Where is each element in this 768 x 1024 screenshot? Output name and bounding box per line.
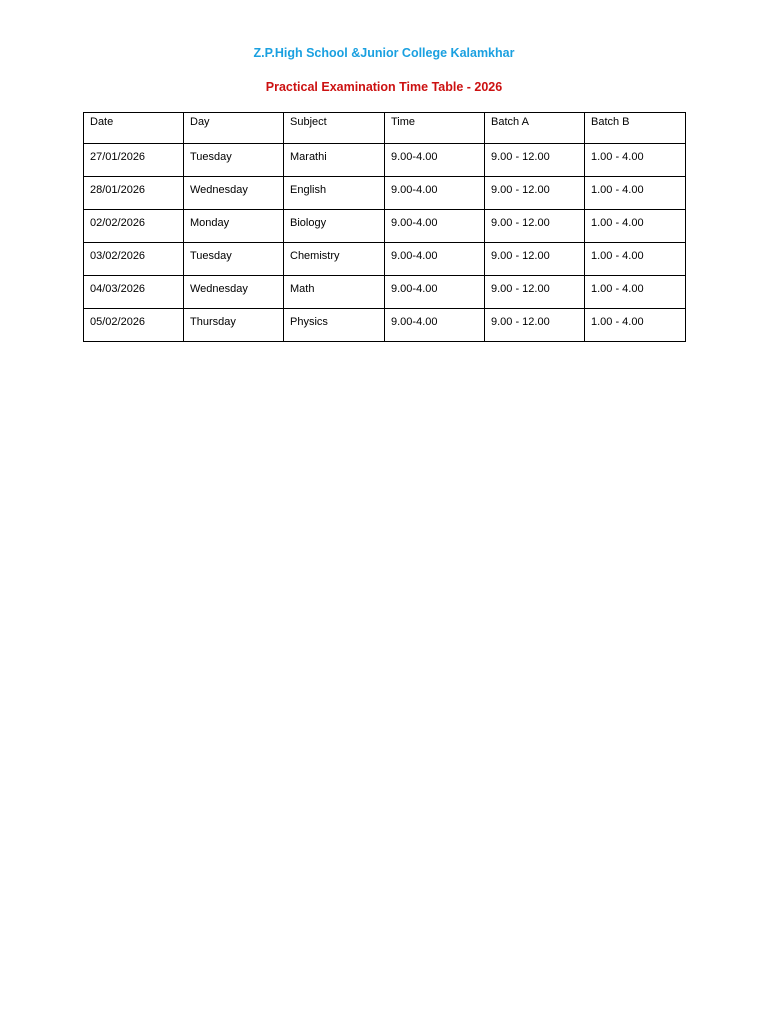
cell-subject: Physics [284,309,385,342]
exam-timetable [83,112,686,342]
cell-subject: Biology [284,210,385,243]
cell-day: Thursday [184,309,284,342]
cell-day: Monday [184,210,284,243]
cell-batch-b: 1.00 - 4.00 [585,177,686,210]
cell-batch-b: 1.00 - 4.00 [585,309,686,342]
table-row [84,243,686,276]
table-row [84,144,686,177]
cell-day: Wednesday [184,276,284,309]
cell-time: 9.00-4.00 [385,309,485,342]
cell-date: 03/02/2026 [84,243,184,276]
header-batch-b: Batch B [585,113,686,144]
cell-batch-b: 1.00 - 4.00 [585,144,686,177]
cell-batch-a: 9.00 - 12.00 [485,144,585,177]
cell-batch-a: 9.00 - 12.00 [485,243,585,276]
cell-batch-a: 9.00 - 12.00 [485,210,585,243]
exam-title-heading: Practical Examination Time Table - 2026 [265,80,503,94]
table-row [84,309,686,342]
cell-time: 9.00-4.00 [385,177,485,210]
cell-time: 9.00-4.00 [385,243,485,276]
cell-date: 02/02/2026 [84,210,184,243]
table-row [84,177,686,210]
cell-date: 28/01/2026 [84,177,184,210]
header-time: Time [385,113,485,144]
cell-time: 9.00-4.00 [385,276,485,309]
table-row [84,276,686,309]
cell-time: 9.00-4.00 [385,210,485,243]
school-name-heading: Z.P.High School &Junior College Kalamkhar [253,46,515,60]
cell-subject: Math [284,276,385,309]
cell-time: 9.00-4.00 [385,144,485,177]
cell-day: Tuesday [184,243,284,276]
cell-date: 04/03/2026 [84,276,184,309]
table-row [84,210,686,243]
cell-batch-a: 9.00 - 12.00 [485,309,585,342]
cell-day: Wednesday [184,177,284,210]
header-date: Date [84,113,184,144]
header-day: Day [184,113,284,144]
table-header-row [84,113,686,144]
cell-day: Tuesday [184,144,284,177]
cell-batch-a: 9.00 - 12.00 [485,276,585,309]
cell-subject: Chemistry [284,243,385,276]
cell-batch-b: 1.00 - 4.00 [585,210,686,243]
cell-batch-b: 1.00 - 4.00 [585,243,686,276]
cell-batch-b: 1.00 - 4.00 [585,276,686,309]
cell-date: 27/01/2026 [84,144,184,177]
cell-date: 05/02/2026 [84,309,184,342]
cell-batch-a: 9.00 - 12.00 [485,177,585,210]
cell-subject: English [284,177,385,210]
header-batch-a: Batch A [485,113,585,144]
header-subject: Subject [284,113,385,144]
cell-subject: Marathi [284,144,385,177]
